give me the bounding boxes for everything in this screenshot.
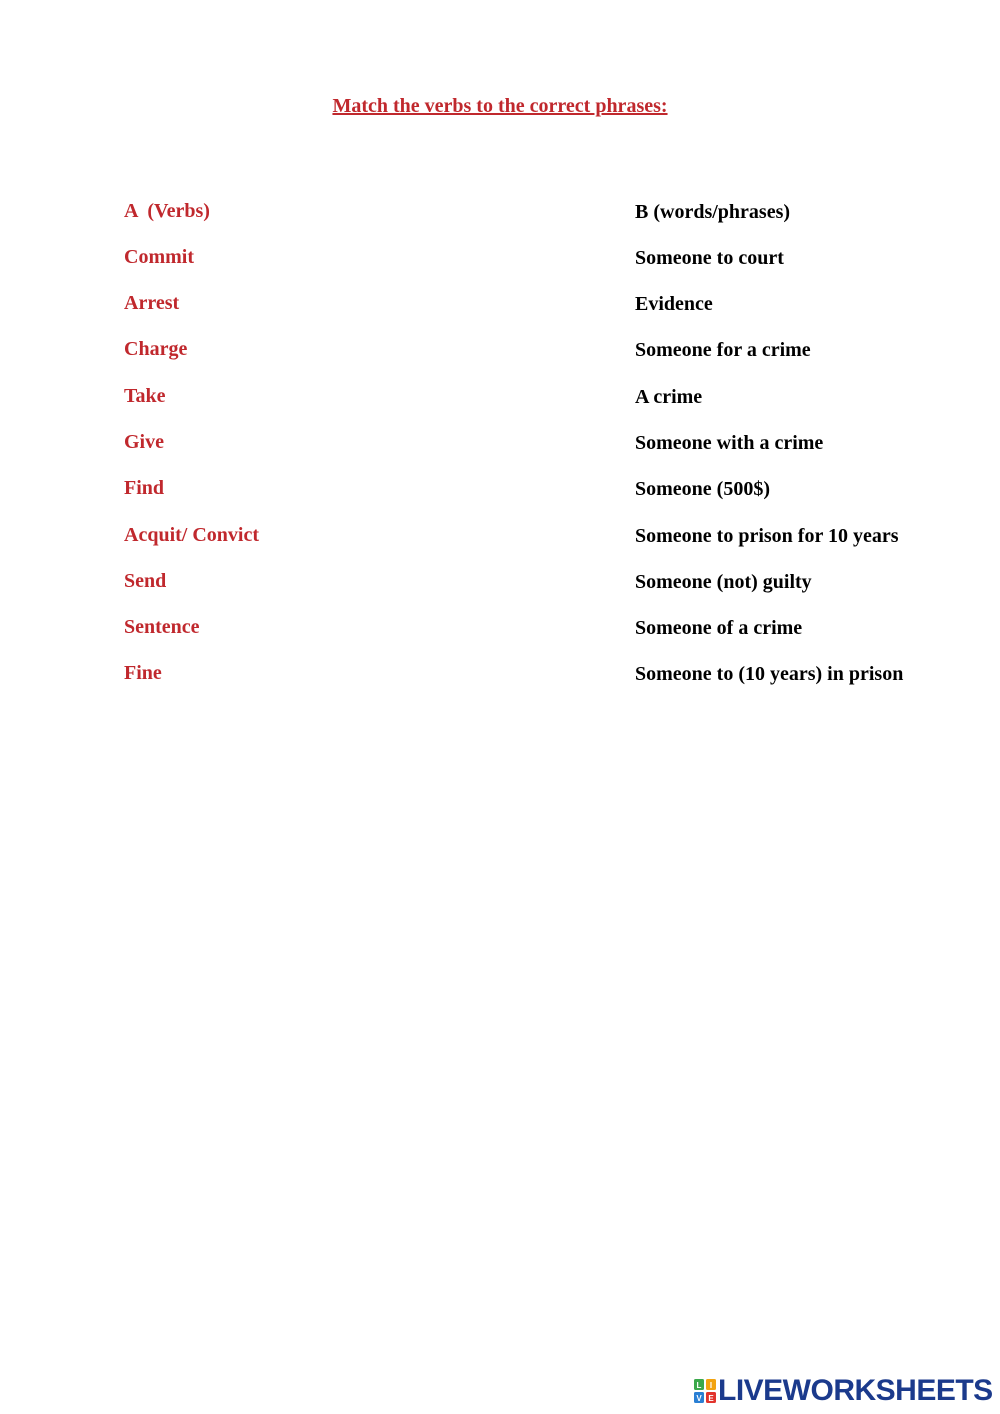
- table-row: [0, 662, 1000, 692]
- table-row: [0, 477, 1000, 507]
- verb-item: Arrest: [124, 292, 180, 314]
- table-row: [0, 616, 1000, 646]
- column-a-header: A (Verbs): [124, 200, 210, 222]
- header-row: [0, 200, 1000, 230]
- table-row: [0, 246, 1000, 276]
- svg-text:V: V: [696, 1394, 702, 1403]
- column-b-header: B (words/phrases): [635, 201, 791, 223]
- phrase-item: Someone for a crime: [635, 339, 811, 361]
- verb-item: Charge: [124, 338, 188, 360]
- table-row: [0, 570, 1000, 600]
- worksheet-title: Match the verbs to the correct phrases:: [332, 95, 668, 117]
- verb-item: Find: [124, 477, 165, 499]
- phrase-item: Someone to (10 years) in prison: [635, 663, 904, 685]
- phrase-item: Someone (not) guilty: [635, 571, 812, 593]
- verb-item: Fine: [124, 662, 162, 684]
- liveworksheets-mark-icon: [694, 1379, 716, 1403]
- verb-item: Take: [124, 385, 166, 407]
- liveworksheets-logo-text: LIVEWORKSHEETS: [718, 1374, 993, 1407]
- phrase-item: Someone with a crime: [635, 432, 824, 454]
- svg-text:E: E: [708, 1394, 714, 1403]
- verb-item: Acquit/ Convict: [124, 524, 259, 546]
- phrase-item: Evidence: [635, 293, 713, 315]
- phrase-item: Someone of a crime: [635, 617, 803, 639]
- verb-item: Send: [124, 570, 167, 592]
- svg-text:I: I: [709, 1381, 713, 1390]
- verb-item: Sentence: [124, 616, 200, 638]
- table-row: [0, 292, 1000, 322]
- phrase-item: Someone to court: [635, 247, 784, 269]
- phrase-item: Someone (500$): [635, 478, 770, 500]
- phrase-item: A crime: [635, 386, 703, 408]
- table-row: [0, 385, 1000, 415]
- table-row: [0, 431, 1000, 461]
- liveworksheets-logo: [694, 1376, 993, 1406]
- verb-item: Give: [124, 431, 164, 453]
- svg-text:L: L: [696, 1381, 702, 1390]
- table-row: [0, 338, 1000, 368]
- phrase-item: Someone to prison for 10 years: [635, 525, 899, 547]
- table-row: [0, 524, 1000, 554]
- verb-item: Commit: [124, 246, 194, 268]
